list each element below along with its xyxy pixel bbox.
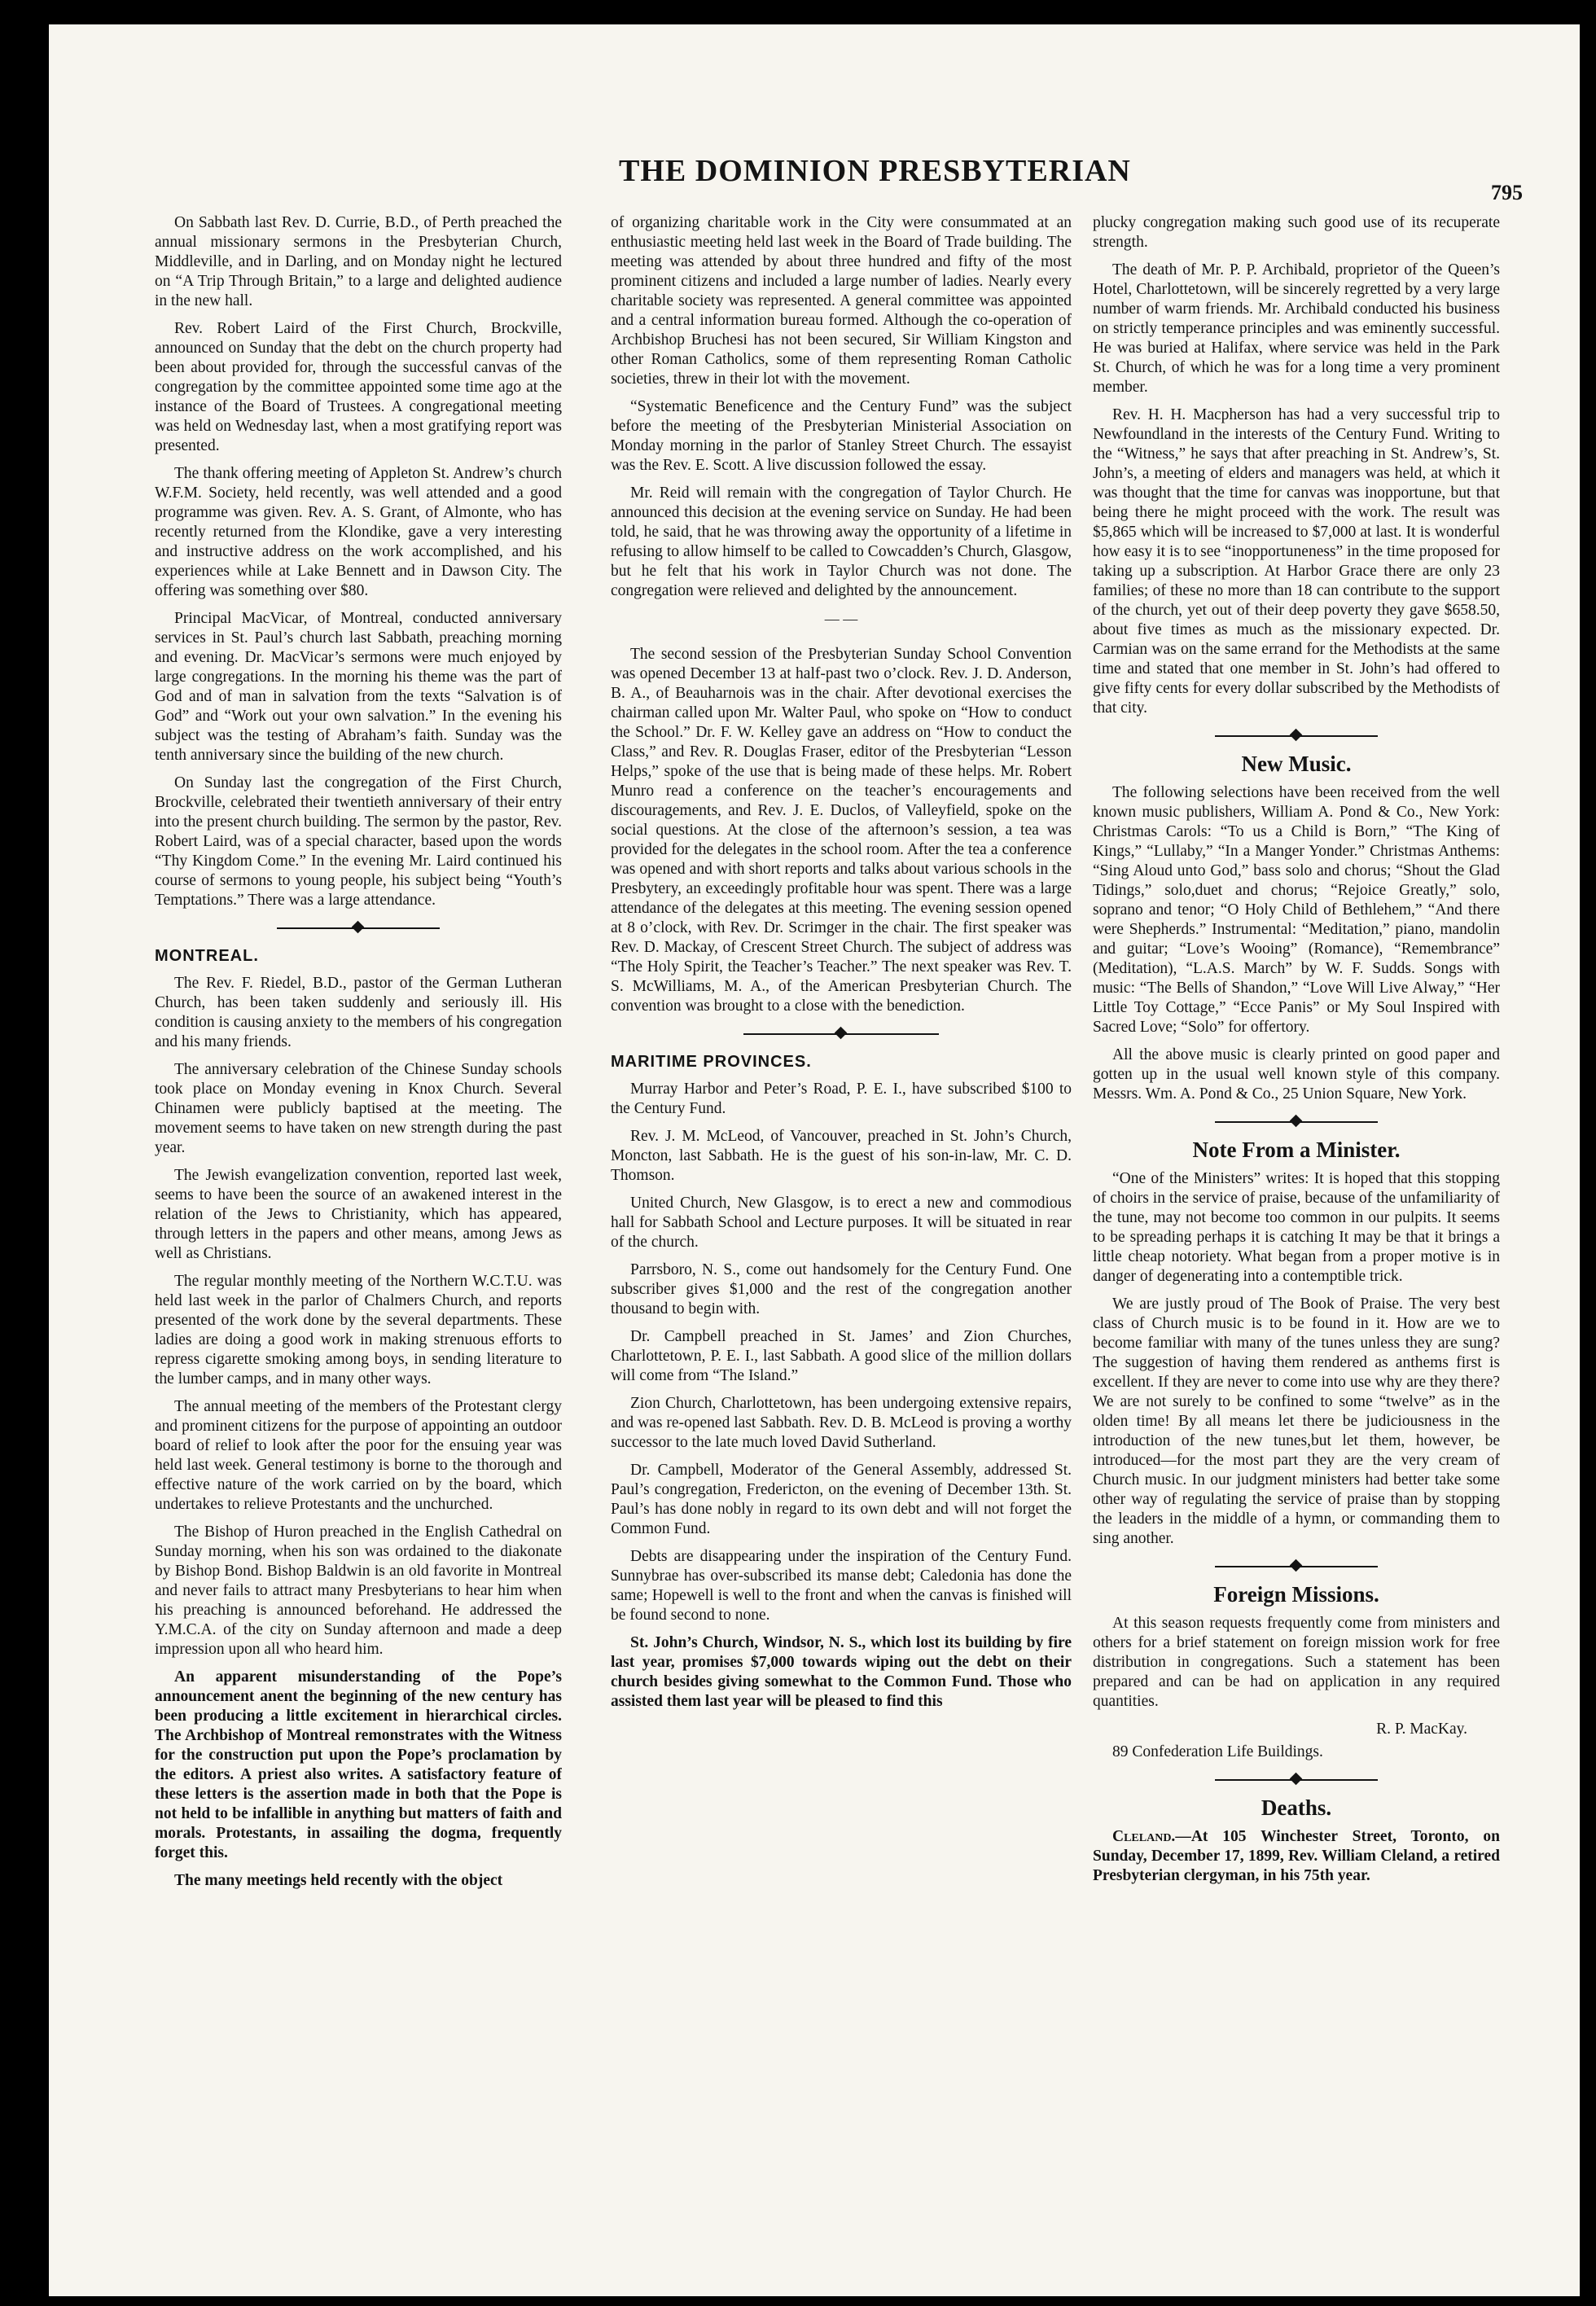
paragraph: The Bishop of Huron preached in the English Cathedral on Sunday morning, when his son was ordained to the diakonate by Bishop Bond. Bishop Baldwin is an old favorite in Montreal and never fails to attract many Presbyterians to hear him when his preaching is announced beforehand. He addressed the Y.M.C.A. of the city on Sunday afternoon and made a deep impression upon all who heard him. bbox=[155, 1523, 562, 1658]
death-notice-name: Cleland. bbox=[1112, 1828, 1176, 1845]
newspaper-page bbox=[49, 24, 1580, 2296]
paragraph: On Sunday last the congregation of the First Church, Brockville, celebrated their twentieth anniversary of their entry into the present church building. The sermon by the pastor, Rev. Robert Laird, was of a special character, based upon the words “Thy Kingdom Come.” In the evening Mr. Laird continued his course of sermons to young people, his subject being “Youth’s Temptations.” There was a large attendance. bbox=[155, 774, 562, 909]
death-notice-text: —At 105 Winchester Street, Toronto, on Sunday, December 17, 1899, Rev. William Cleland, a retired Presbyterian clergyman, in his 75th year. bbox=[1093, 1828, 1500, 1884]
paragraph: Dr. Campbell preached in St. James’ and Zion Churches, Charlottetown, P. E. I., last Sabbath. A good slice of the million dollars will come from “The Island.” bbox=[611, 1328, 1072, 1384]
page-number: 795 bbox=[1491, 181, 1523, 204]
section-heading-foreign-missions: Foreign Missions. bbox=[1213, 1582, 1379, 1607]
section-heading-deaths: Deaths. bbox=[1261, 1795, 1332, 1820]
section-heading-maritime: MARITIME PROVINCES. bbox=[611, 1053, 812, 1071]
paragraph: St. John’s Church, Windsor, N. S., which lost its building by fire last year, promises $7,000 towards wiping out the debt on their church besides giving somewhat to the Common Fund. Those who assisted them last year will be pleased to find this bbox=[611, 1634, 1072, 1710]
section-heading-new-music: New Music. bbox=[1241, 752, 1352, 776]
paragraph: All the above music is clearly printed on good paper and gotten up in the usual well known style of this company. Messrs. Wm. A. Pond & Co., 25 Union Square, New York. bbox=[1093, 1046, 1500, 1103]
paragraph: Rev. Robert Laird of the First Church, Brockville, announced on Sunday that the debt on the church property had been about provided for, through the successful canvas of the congregation by the committee appointed some time ago at the instance of the Board of Trustees. A congregational meeting was held on Wednesday last, when a most gratifying report was presented. bbox=[155, 320, 562, 454]
paragraph: The regular monthly meeting of the Northern W.C.T.U. was held last week in the parlor of Chalmers Church, and reports presented of the work done by the several departments. These ladies are doing a good work in making strenuous efforts to repress cigarette smoking among boys, in sending literature to the lumber camps, and in many other ways. bbox=[155, 1273, 562, 1388]
section-divider bbox=[1215, 1116, 1378, 1129]
paragraph: The following selections have been received from the well known music publishers, William A. Pond & Co., New York: Christmas Carols: “To us a Child is Born,” “The King of Kings,” “Lullaby,” “In a Manger Yonder.” Christmas Anthems: “Sing Aloud unto God,” bass solo and chorus; “Shout the Glad Tidings,” solo,duet and chorus; “Rejoice Greatly,” solo, soprano and tenor; “O Holy Child of Bethlehem,” “And there were Shepherds.” Instrumental: “Meditation,” piano, mandolin and guitar; “Love’s Wooing” (Romance), “Remembrance” (Meditation), “L.A.S. March” by W. F. Sudds. Songs with music: “The Bells of Shandon,” “Love Will Live Alway,” “Her Little Toy Cottage,” “Ecce Panis” or My Soul Inspired with Sacred Love; “Solo” for offertory. bbox=[1093, 784, 1500, 1036]
section-divider bbox=[1215, 1560, 1378, 1573]
paragraph: At this season requests frequently come from ministers and others for a brief statement on foreign mission work for free distribution in congregations. Such a statement has been prepared and can be had on application in any required quantities. bbox=[1093, 1615, 1500, 1710]
paragraph: Rev. H. H. Macpherson has had a very successful trip to Newfoundland in the interests of the Century Fund. Writing to the “Witness,” he says that after preaching in St. Andrew’s, St. John’s, a meeting of elders and managers was held, at which it was thought that the time for canvas was inopportune, but that being there he might proceed with the work. The result was $5,865 which will be increased to $7,000 at last. It is wonderful how easy it is to see “inopportuneness” in the time proposed for taking up a subscription. At Harbor Grace there are only 23 families; of these no more than 18 can contribute to the support of the church, yet out of their deep poverty they gave $658.50, about five times as much as the missionary expected. Dr. Carmian was on the same errand for the Methodists at the same time and stated that one member in St. John’s had offered to give fifty cents for every dollar subscribed by the Methodists of that city. bbox=[1093, 406, 1500, 717]
paragraph: of organizing charitable work in the City were consummated at an enthusiastic meeting held last week in the Board of Trade building. The meeting was attended by about three hundred and fifty of the most prominent citizens and included a large number of ladies. Nearly every charitable society was represented. A general committee was appointed and a central information bureau formed. Although the co-operation of Archbishop Bruchesi has not been secured, Sir William Kingston and other Roman Catholics, some of them representing Roman Catholic societies, threw in their lot with the movement. bbox=[611, 214, 1072, 388]
paragraph: Principal MacVicar, of Montreal, conducted anniversary services in St. Paul’s church last Sabbath, preaching morning and evening. Dr. MacVicar’s sermons were much enjoyed by large congregations. In the morning his theme was the part of God and of man in salvation from the texts “Salvation is of God” and “Work out your own salvation.” In the evening his subject was the testing of Abraham’s faith. Sunday was the tenth anniversary since the building of the new church. bbox=[155, 610, 562, 764]
paragraph: Parrsboro, N. S., come out handsomely for the Century Fund. One subscriber gives $1,000 and the rest of the congregation another thousand to begin with. bbox=[611, 1261, 1072, 1317]
paragraph: Murray Harbor and Peter’s Road, P. E. I., have subscribed $100 to the Century Fund. bbox=[611, 1081, 1072, 1117]
paragraph: The death of Mr. P. P. Archibald, proprietor of the Queen’s Hotel, Charlottetown, will be sincerely regretted by a very large number of warm friends. Mr. Archibald conducted his business on strictly temperance principles and was eminently successful. He was buried at Halifax, where service was held in the Park St. Church, of which he was for a long time a very prominent member. bbox=[1093, 261, 1500, 396]
column-1 bbox=[155, 213, 562, 2282]
paragraph: “Systematic Beneficence and the Century Fund” was the subject before the meeting of the Presbyterian Ministerial Association on Monday morning in the parlor of Stanley Street Church. The essayist was the Rev. E. Scott. A live discussion followed the essay. bbox=[611, 398, 1072, 474]
dash-separator: — — bbox=[824, 611, 858, 627]
column-2 bbox=[611, 213, 1072, 2282]
paragraph: The Jewish evangelization convention, reported last week, seems to have been the source of an awakened interest in the relation of the Jews to Christianity, which has appeared, through letters in the papers and other means, among Jews as well as Christians. bbox=[155, 1167, 562, 1262]
paragraph: Zion Church, Charlottetown, has been undergoing extensive repairs, and was re-opened last Sabbath. Rev. D. B. McLeod is proving a worthy successor to the late much loved David Sutherland. bbox=[611, 1395, 1072, 1451]
paragraph: Dr. Campbell, Moderator of the General Assembly, addressed St. Paul’s congregation, Fredericton, on the evening of December 13th. St. Paul’s has done nobly in regard to its own debt and will not forget the Common Fund. bbox=[611, 1462, 1072, 1537]
masthead bbox=[619, 153, 1270, 192]
column-3 bbox=[1093, 213, 1500, 2282]
section-heading-montreal: MONTREAL. bbox=[155, 947, 259, 965]
paragraph: The thank offering meeting of Appleton St. Andrew’s church W.F.M. Society, held recently, was well attended and a good programme was given. Rev. A. S. Grant, of Almonte, who has recently returned from the Klondike, gave a very interesting and instructive address on the work accomplished, and his experiences while at Lake Bennett and in Dawson City. The offering was something over $80. bbox=[155, 465, 562, 599]
paragraph: The anniversary celebration of the Chinese Sunday schools took place on Monday evening in Knox Church. Several Chinamen were publicly baptised at the meeting. The movement seems to have taken on new strength during the past year. bbox=[155, 1061, 562, 1156]
paragraph: plucky congregation making such good use of its recuperate strength. bbox=[1093, 214, 1500, 251]
paragraph: The many meetings held recently with the object bbox=[174, 1872, 503, 1889]
paragraph: Rev. J. M. McLeod, of Vancouver, preached in St. John’s Church, Moncton, last Sabbath. He is the guest of his son-in-law, Mr. C. D. Thomson. bbox=[611, 1128, 1072, 1184]
paragraph: The annual meeting of the members of the Protestant clergy and prominent citizens for the purpose of appointing an outdoor board of relief to look after the poor for the ensuing year was held last week. General testimony is borne to the thorough and effective nature of the work carried on by the board, which undertakes to relieve Protestants and the unchurched. bbox=[155, 1398, 562, 1513]
paragraph: Debts are disappearing under the inspiration of the Century Fund. Sunnybrae has over-subscribed its manse debt; Caledonia has done the same; Hopewell is well to the front and when the canvas is finished will be found second to none. bbox=[611, 1548, 1072, 1624]
section-divider bbox=[277, 922, 440, 935]
signature-name: R. P. MacKay. bbox=[1376, 1721, 1467, 1738]
paragraph: The second session of the Presbyterian Sunday School Convention was opened December 13 at half-past two o’clock. Rev. J. D. Anderson, B. A., of Beauharnois was in the chair. After devotional exercises the chairman called upon Mr. Walter Paul, who spoke on “How to conduct the School.” Dr. F. W. Kelley gave an address on “How to conduct the Class,” and Rev. R. Douglas Fraser, editor of the Presbyterian “Lesson Helps,” spoke of the use that is being made of these helps. Mr. Robert Munro read a conference on the teacher’s encouragements and discouragements, and Rev. J. E. Duclos, of Valleyfield, spoke on the social questions. At the close of the afternoon’s session, a tea was provided for the delegates in the school room. After the tea a conference was opened and with short reports and talks about various schools in the Presbytery, an exceedingly profitable hour was spent. There was a large attendance of the delegates at this meeting. The evening session opened at 8 o’clock, with Rev. Dr. Scrimger in the chair. The first speaker was Rev. D. Mackay, of Crescent Street Church. The subject of address was “The Holy Spirit, the Teacher’s Teacher.” The next speaker was Rev. T. S. McWilliams, M. A., of the American Presbyterian Church. The convention was brought to a close with the benediction. bbox=[611, 646, 1072, 1015]
paragraph: Mr. Reid will remain with the congregation of Taylor Church. He announced this decision at the evening service on Sunday. He had been told, he said, that he was throwing away the opportunity of a lifetime in refusing to allow himself to be called to Cowcadden’s Church, Glasgow, but he felt that his work in Taylor Church was not done. The congregation were relieved and delighted by the announcement. bbox=[611, 484, 1072, 599]
paragraph: We are justly proud of The Book of Praise. The very best class of Church music is to be found in it. How are we to become familiar with many of the tunes unless they are sung? The suggestion of having them rendered as anthems first is excellent. If they are never to come into use why are they there? We are not surely to be confined to some “twelve” as in the olden time! By all means let there be judiciousness in the introduction of the new tunes,but let them, however, be introduced—for the most part they are the very cream of Church music. In our judgment ministers had better take some other way of regulating the service of praise than by stopping the leaders in the middle of a hymn, or commanding them to sing another. bbox=[1093, 1295, 1500, 1547]
paragraph: On Sabbath last Rev. D. Currie, B.D., of Perth preached the annual missionary sermons in the Presbyterian Church, Middleville, and in Darling, and on Monday night he lectured on “A Trip Through Britain,” to a large and delighted audience in the new hall. bbox=[155, 214, 562, 309]
paragraph: An apparent misunderstanding of the Pope’s announcement anent the beginning of the new century has been producing a little excitement in hierarchical circles. The Archbishop of Montreal remonstrates with the Witness for the construction put upon the Pope’s proclamation by the editors. A priest also writes. A satisfactory feature of these letters is the assertion made in both that the Pope is not held to be infallible in anything but matters of faith and morals. Protestants, in assailing the dogma, frequently forget this. bbox=[155, 1668, 562, 1861]
masthead-title: THE DOMINION PRESBYTERIAN bbox=[619, 154, 1131, 188]
section-divider bbox=[1215, 730, 1378, 743]
section-heading-note-from-minister: Note From a Minister. bbox=[1192, 1138, 1401, 1162]
section-divider bbox=[743, 1028, 939, 1041]
paragraph: “One of the Ministers” writes: It is hoped that this stopping of choirs in the service of praise, because of the unfamiliarity of the tune, may not become too common in our pulpits. It seems to be spreading perhaps it is catching It may be that it brings a little cheap notoriety. What began from a proper motive is in danger of degenerating into a contemptible trick. bbox=[1093, 1170, 1500, 1285]
paragraph: United Church, New Glasgow, is to erect a new and commodious hall for Sabbath School and Lecture purposes. It will be situated in rear of the church. bbox=[611, 1195, 1072, 1251]
death-notice bbox=[1093, 1827, 1500, 1886]
signature-address: 89 Confederation Life Buildings. bbox=[1112, 1743, 1323, 1760]
section-divider bbox=[1215, 1773, 1378, 1786]
paragraph: The Rev. F. Riedel, B.D., pastor of the German Lutheran Church, has been taken suddenly and seriously ill. His condition is causing anxiety to the members of his congregation and his many friends. bbox=[155, 975, 562, 1050]
